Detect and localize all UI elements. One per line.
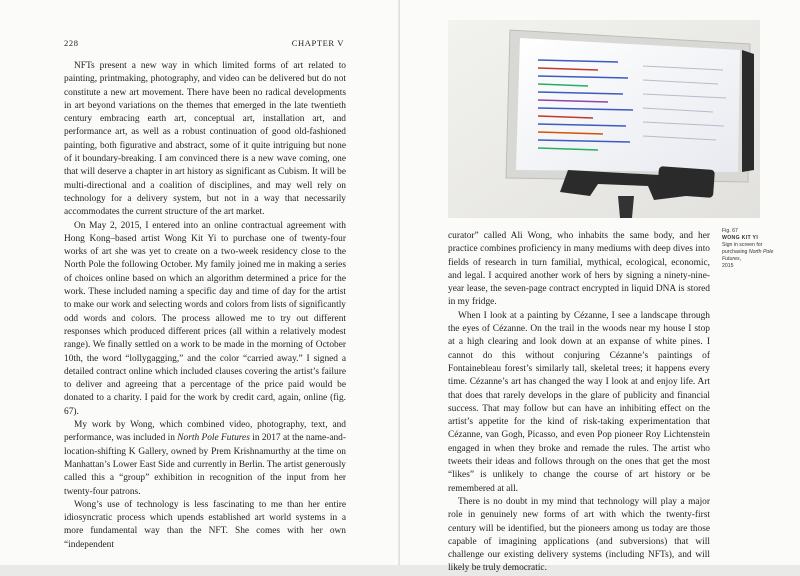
- page-number: 228: [64, 38, 79, 48]
- caption-text: Sign in screen for purchasing: [722, 242, 763, 255]
- paragraph: When I look at a painting by Cézanne, I see a landscape through the eyes of Cézanne. On the trail in the woods near my house I stop at a high clearing and look down at an expanse of white pines. I cannot do this without conjuring Cézanne’s paintings of Fontainebleau forest’s similarly tall, skeletal trees; it happens every time. Cézanne’s art has changed the way I look at and enjoy life. Art that does that rarely develops in the glare of publicity and financial success. That may follow but can have an inhibiting effect on the artist’s appetite for the kind of risk-taking experimentation that Cézanne, van Gogh, Picasso, and even Pop pioneer Roy Lichtenstein engaged in when they broke and remade the rules. The artist who tweets their ideas and follows through on the ones that get the most “likes” is unlikely to change the course of art history or be remembered at all.: [448, 310, 710, 494]
- paragraph: NFTs present a new way in which limited forms of art related to painting, printmaking, photography, and video can be delivered but do not constitute a new art movement. There have been no radical developments in art beyond variations on the themes that emerged in the late twentieth century embracing earth art, conceptual art, installation art, and performance art, as well as a robust continuation of good old-fashioned painting, both figurative and abstract, some of it quite intriguing but none of it boundary-breaking. I am convinced there is a new wave coming, one that will deserve a chapter in art history as significant as Cubism. It will be multi-directional and a coalition of disciplines, and may well rely on technology for a delivery system, but not in a way that necessarily accommodates the current structure of the art market.: [64, 61, 346, 218]
- caption-text: ,: [739, 256, 742, 262]
- paragraph: There is no doubt in my mind that technology will play a major role in genuinely new forms of art with which the twenty-first century will be identified, but the pioneers among us today are those capable of imagining applications (and subversions) that will challenge our existing delivery systems (including NFTs), and will likely be truly democratic.: [448, 496, 710, 574]
- chapter-title: CHAPTER V: [291, 38, 344, 48]
- paragraph-text: My work by Wong, which combined video, photography, text, and performance, was included in: [64, 420, 346, 444]
- figure-number: Fig. 67: [722, 228, 738, 234]
- paragraph: curator” called Ali Wong, who inhabits the same body, and her practice combines proficiency in many mediums with deep dives into fields of research in turn familial, mythical, ecological, economic, and legal. I acquired another work of hers by signing a ninety-nine-year lease, the seven-page contract encrypted in liquid DNA is stored in my fridge.: [448, 231, 710, 308]
- figure-photo: [448, 20, 760, 218]
- paragraph: On May 2, 2015, I entered into an online contractual agreement with Hong Kong–based artist Wong Kit Yi to purchase one of twenty-four works of art she was yet to create on a two-week residency close to the North Pole the following October. My family joined me in making a series of choices online based on which an algorithm determined a price for the work. These included naming a specific day and time of day for the artist to make our work and selecting words and colors from lists of significantly odd words and colors. The process allowed me to try out different responses which produced different prices (all within a relatively modest range). We finally settled on a work to be made in the morning of October 10th, the word “lollygagging,” and the color “carried away.” I signed a detailed contract online which included clauses covering the artist’s failure to deliver and agreeing that a percentage of the price paid would be donated to a charity. I paid for the work by credit card, again, online (fig. 67).: [64, 220, 346, 417]
- caption-artist: WONG KIT YI: [722, 235, 759, 241]
- paragraph: Wong’s use of technology is less fascinating to me than her entire idiosyncratic process which upends established art world systems in a more fundamental way than the NFT. She comes with her own “independent: [64, 499, 346, 550]
- right-text-column: [448, 230, 710, 576]
- italic-title: North Pole Futures: [177, 433, 250, 444]
- tablet-illustration: [448, 20, 760, 218]
- left-text-column: [64, 60, 346, 552]
- left-page: [0, 0, 400, 565]
- paragraph: [64, 419, 346, 499]
- paragraph-text: in 2017 at the name-and-location-shifting K Gallery, owned by Prem Krishnamurthy at the time on Manhattan’s Lower East Side and currently in Berlin. The artist generously called this a “group” exhibition in recognition of the input from her twenty-four patrons.: [64, 433, 346, 497]
- caption-italic-title: North Pole Futures: [722, 249, 774, 262]
- caption-year: 2015: [722, 263, 734, 269]
- figure-caption: [722, 228, 782, 270]
- caption-description: [722, 242, 782, 263]
